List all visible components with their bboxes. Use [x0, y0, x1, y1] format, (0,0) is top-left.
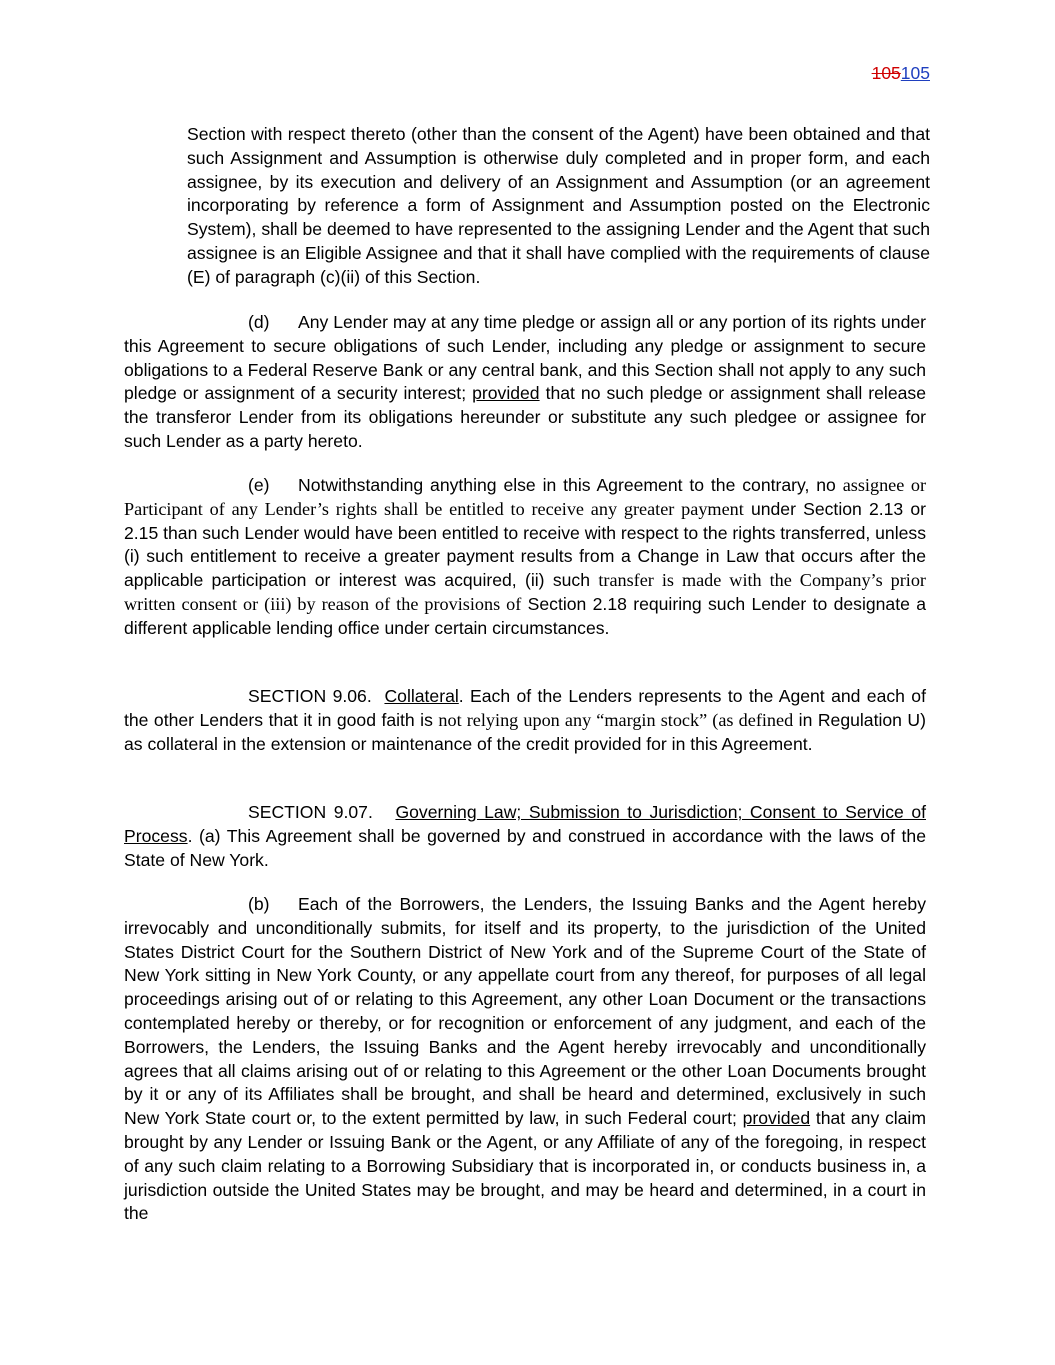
page-number-deleted: 105 [871, 63, 901, 83]
paragraph-d-label: (d) [248, 312, 270, 332]
provided-term: provided [472, 383, 540, 404]
paragraph-e-label: (e) [248, 475, 270, 495]
provided-term: provided [742, 1108, 811, 1129]
paragraph-b-label: (b) [248, 894, 270, 914]
page-number-inserted: 105 [900, 63, 930, 83]
section-9-06-number: SECTION 9.06. [248, 686, 372, 706]
paragraph-b: (b) Each of the Borrowers, the Lenders, the Issuing Banks and the Agent hereby irrevocably and unconditionally submits, for itself and its property, to the jurisdiction of the United States District Court for the Southern District of New York and of the Supreme Court of the State of New York sitting in New York County, or any appellate court from any thereof, for purposes of all legal proceedings arising out of or relating to this Agreement, any other Loan Document or the transactions contemplated hereby or thereby, or for recognition or enforcement of any judgment, and each of the Borrowers, the Lenders, the Issuing Banks and the Agent hereby irrevocably and unconditionally agrees that all claims arising out of or relating to this Agreement or the other Loan Documents brought by it or any of its Affiliates shall be brought, and shall be heard and determined, exclusively in such New York State court or, to the extent permitted by law, in such Federal court; provided that any claim brought by any Lender or Issuing Bank or the Agent, or any Affiliate of any of the foregoing, in respect of any such claim relating to a Borrowing Subsidiary that is incorporated in, or conducts business in, a jurisdiction outside the United States may be brought, and may be heard and determined, in a court in the [124, 894, 926, 1224]
paragraph-d: (d) Any Lender may at any time pledge or assign all or any portion of its rights under this Agreement to secure obligations of such Lender, including any pledge or assignment to secure obligations to a Federal Reserve Bank or any central bank, and this Section shall not apply to any such pledge or assignment of a security interest; provided that no such pledge or assignment shall release the transferor Lender from its obligations hereunder or substitute any such pledgee or assignee for such Lender as a party hereto. [124, 312, 926, 451]
section-9-06: SECTION 9.06. Collateral. Each of the Lenders represents to the Agent and each of the other Lenders that it in good faith is not relying upon any “margin stock” (as defined in Regulation U) as collateral in the extension or maintenance of the credit provided for in this Agreement. [124, 686, 926, 754]
section-9-07-title: Governing Law; Submission to Jurisdiction; Consent to Service of Process [124, 802, 926, 846]
paragraph-e: (e) Notwithstanding anything else in this Agreement to the contrary, no assignee or Participant of any Lender’s rights shall be entitled to receive any greater payment under Section 2.13 or 2.15 than such Lender would have been entitled to receive with respect to the rights transferred, unless (i) such entitlement to receive a greater payment results from a Change in Law that occurs after the applicable participation or interest was acquired, (ii) such transfer is made with the Company’s prior written consent or (iii) by reason of the provisions of Section 2.18 requiring such Lender to designate a different applicable lending office under certain circumstances. [124, 475, 926, 638]
section-9-06-title: Collateral [384, 686, 459, 706]
page-number [872, 63, 930, 84]
section-9-07: SECTION 9.07. Governing Law; Submission to Jurisdiction; Consent to Service of Process. (a) This Agreement shall be governed by and construed in accordance with the laws of the State of New York. [124, 802, 926, 870]
clause-c-continuation: Section with respect thereto (other than the consent of the Agent) have been obtained and that such Assignment and Assumption is otherwise duly completed and in proper form, and each assignee, by its execution and delivery of an Assignment and Assumption (or an agreement incorporating by reference a form of Assignment and Assumption posted on the Electronic System), shall be deemed to have represented to the assigning Lender and the Agent that such assignee is an Eligible Assignee and that it shall have complied with the requirements of clause (E) of paragraph (c)(ii) of this Section. [187, 124, 930, 287]
section-9-07-number: SECTION 9.07. [248, 802, 373, 822]
